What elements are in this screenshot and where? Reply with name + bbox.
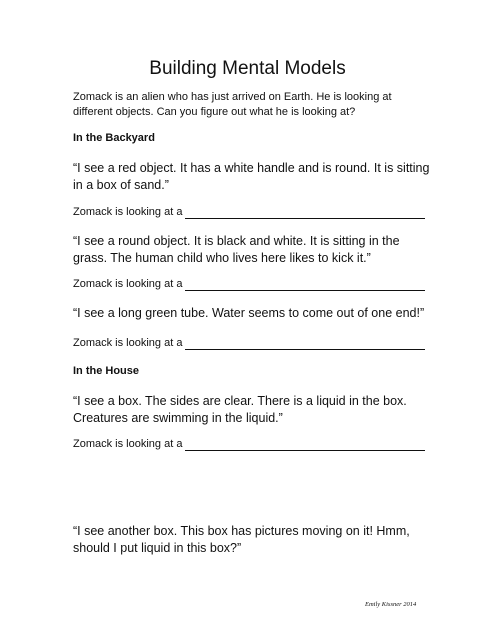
answer-label: Zomack is looking at a — [73, 278, 183, 290]
section-heading-backyard: In the Backyard — [73, 132, 155, 144]
answer-blank-4[interactable] — [185, 439, 425, 451]
answer-blank-3[interactable] — [185, 338, 425, 350]
quote-3: “I see a long green tube. Water seems to come out of one end!” — [73, 306, 425, 320]
quote-5: “I see another box. This box has pictures moving on it! Hmm, should I put liquid in this box?” — [73, 524, 410, 555]
answer-row-4 — [73, 437, 425, 451]
quote-2: “I see a round object. It is black and white. It is sitting in the grass. The human child who lives here likes to kick it.” — [73, 234, 400, 265]
answer-blank-2[interactable] — [185, 279, 425, 291]
intro-paragraph: Zomack is an alien who has just arrived on Earth. He is looking at different objects. Can you figure out what he is looking at? — [73, 91, 392, 118]
answer-row-1 — [73, 205, 425, 219]
answer-row-2 — [73, 277, 425, 291]
answer-label: Zomack is looking at a — [73, 206, 183, 218]
author-credit: Emily Kissner 2014 — [365, 601, 417, 608]
quote-1: “I see a red object. It has a white handle and is round. It is sitting in a box of sand.” — [73, 161, 430, 192]
answer-label: Zomack is looking at a — [73, 337, 183, 349]
worksheet-title: Building Mental Models — [149, 58, 346, 79]
quote-4: “I see a box. The sides are clear. There is a liquid in the box. Creatures are swimming in the liquid.” — [73, 394, 407, 425]
section-heading-house: In the House — [73, 365, 140, 377]
answer-label: Zomack is looking at a — [73, 438, 183, 450]
answer-blank-1[interactable] — [185, 207, 425, 219]
answer-row-3 — [73, 336, 425, 350]
